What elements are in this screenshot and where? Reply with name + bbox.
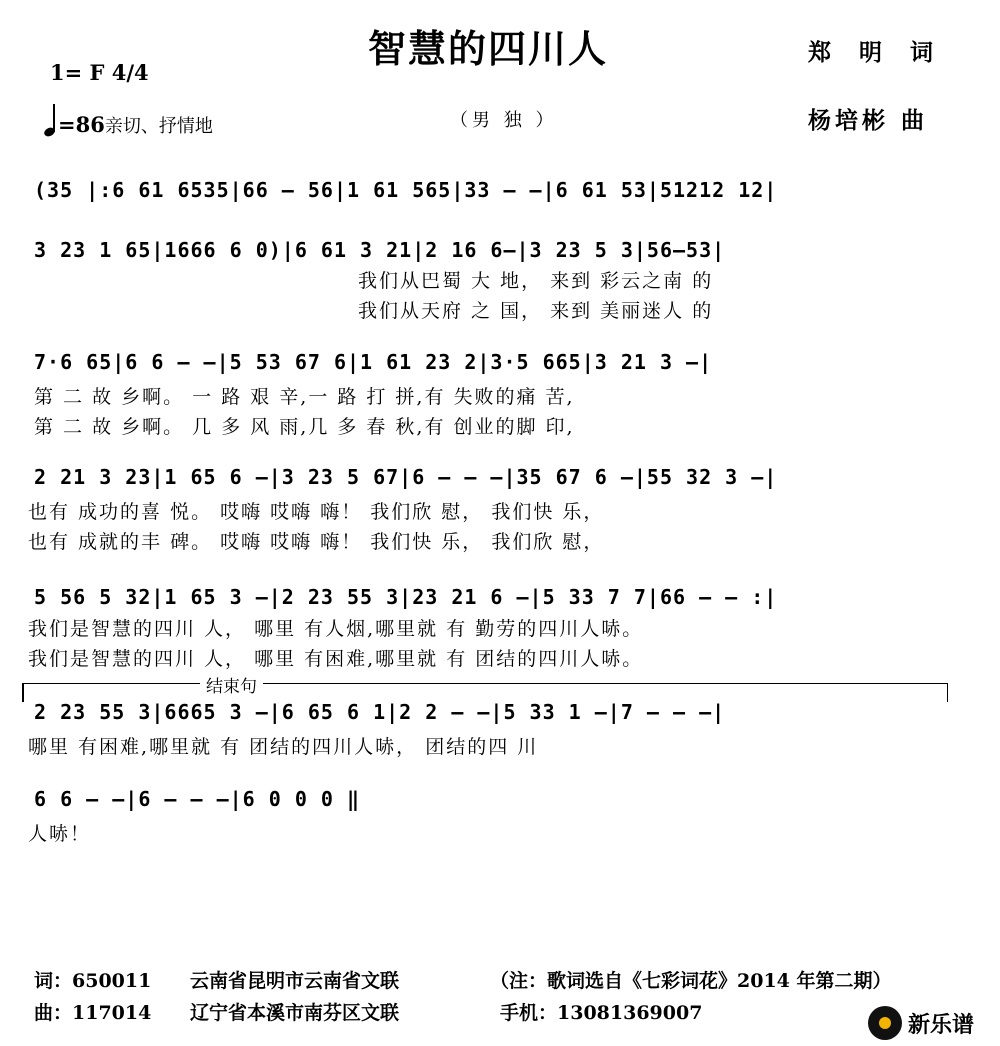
key-signature: 1= F 4/4 bbox=[50, 60, 149, 85]
score-row-7-lyric-1: 人哧！ bbox=[28, 823, 92, 845]
score-row-2-music: 3 23 1 65|1666 6 0)|6 61 3 21|2 16 6—|3 23 5 3|56—53| bbox=[34, 238, 726, 262]
score-row-7-music: 6 6 — —|6 — — —|6 0 0 0 ‖ bbox=[34, 787, 361, 811]
score-row-5-lyric-2: 我们是智慧的四川 人， 哪里 有困难,哪里就 有 团结的四川人哧。 bbox=[28, 648, 644, 670]
tempo-expression: 亲切、抒情地 bbox=[104, 116, 213, 137]
score-row-4-lyric-1: 也有 成功的喜 悦。 哎嗨 哎嗨 嗨！ 我们欣 慰， 我们快 乐， bbox=[28, 501, 605, 523]
score-row-4-music: 2 21 3 23|1 65 6 —|3 23 5 67|6 — — —|35 67 6 —|55 32 3 —| bbox=[34, 465, 778, 489]
lyricist-postcode: 词：650011 bbox=[34, 970, 152, 992]
score-row-3-lyric-1: 第 二 故 乡啊。 一 路 艰 辛,一 路 打 拼,有 失败的痛 苦, bbox=[34, 386, 575, 408]
composer-credit: 杨培彬 曲 bbox=[808, 107, 929, 134]
phone-number: 手机：13081369007 bbox=[500, 1002, 703, 1024]
lyricist-credit: 郑 明 词 bbox=[808, 39, 944, 66]
composer-postcode: 曲：117014 bbox=[34, 1002, 152, 1024]
performance-note: （男 独 ） bbox=[450, 110, 558, 131]
score-row-2-lyric-1: 我们从巴蜀 大 地， 来到 彩云之南 的 bbox=[358, 270, 714, 292]
record-disc-icon bbox=[868, 1006, 902, 1040]
lyricist-address: 云南省昆明市云南省文联 bbox=[190, 970, 400, 992]
tempo-marking bbox=[44, 104, 213, 138]
score-row-5-lyric-1: 我们是智慧的四川 人， 哪里 有人烟,哪里就 有 勤劳的四川人哧。 bbox=[28, 618, 644, 640]
score-row-2-lyric-2: 我们从天府 之 国， 来到 美丽迷人 的 bbox=[358, 300, 714, 322]
score-row-1-music: (35 |:6 61 6535|66 — 56|1 61 565|33 — —|6 61 53|51212 12| bbox=[34, 178, 778, 202]
quarter-note-icon bbox=[44, 104, 58, 138]
source-note: （注：歌词选自《七彩词花》2014 年第二期） bbox=[490, 970, 892, 992]
composer-address: 辽宁省本溪市南芬区文联 bbox=[190, 1002, 400, 1024]
score-row-5-music: 5 56 5 32|1 65 3 —|2 23 55 3|23 21 6 —|5 33 7 7|66 — — :| bbox=[34, 585, 778, 609]
score-row-6-lyric-1: 哪里 有困难,哪里就 有 团结的四川人哧， 团结的四 川 bbox=[28, 736, 539, 758]
song-title: 智慧的四川人 bbox=[368, 26, 609, 71]
score-row-6-music: 2 23 55 3|6665 3 —|6 65 6 1|2 2 — —|5 33 1 —|7 — — —| bbox=[34, 700, 726, 724]
site-logo[interactable] bbox=[868, 1004, 990, 1042]
score-row-4-lyric-2: 也有 成就的丰 碑。 哎嗨 哎嗨 嗨！ 我们快 乐， 我们欣 慰， bbox=[28, 531, 605, 553]
score-row-3-lyric-2: 第 二 故 乡啊。 几 多 风 雨,几 多 春 秋,有 创业的脚 印, bbox=[34, 416, 575, 438]
tempo-value: =86 bbox=[58, 112, 105, 137]
score-row-3-music: 7·6 65|6 6 — —|5 53 67 6|1 61 23 2|3·5 665|3 21 3 —| bbox=[34, 350, 713, 374]
ending-label: 结束句 bbox=[200, 672, 263, 697]
site-logo-text: 新乐谱 bbox=[908, 1013, 975, 1038]
